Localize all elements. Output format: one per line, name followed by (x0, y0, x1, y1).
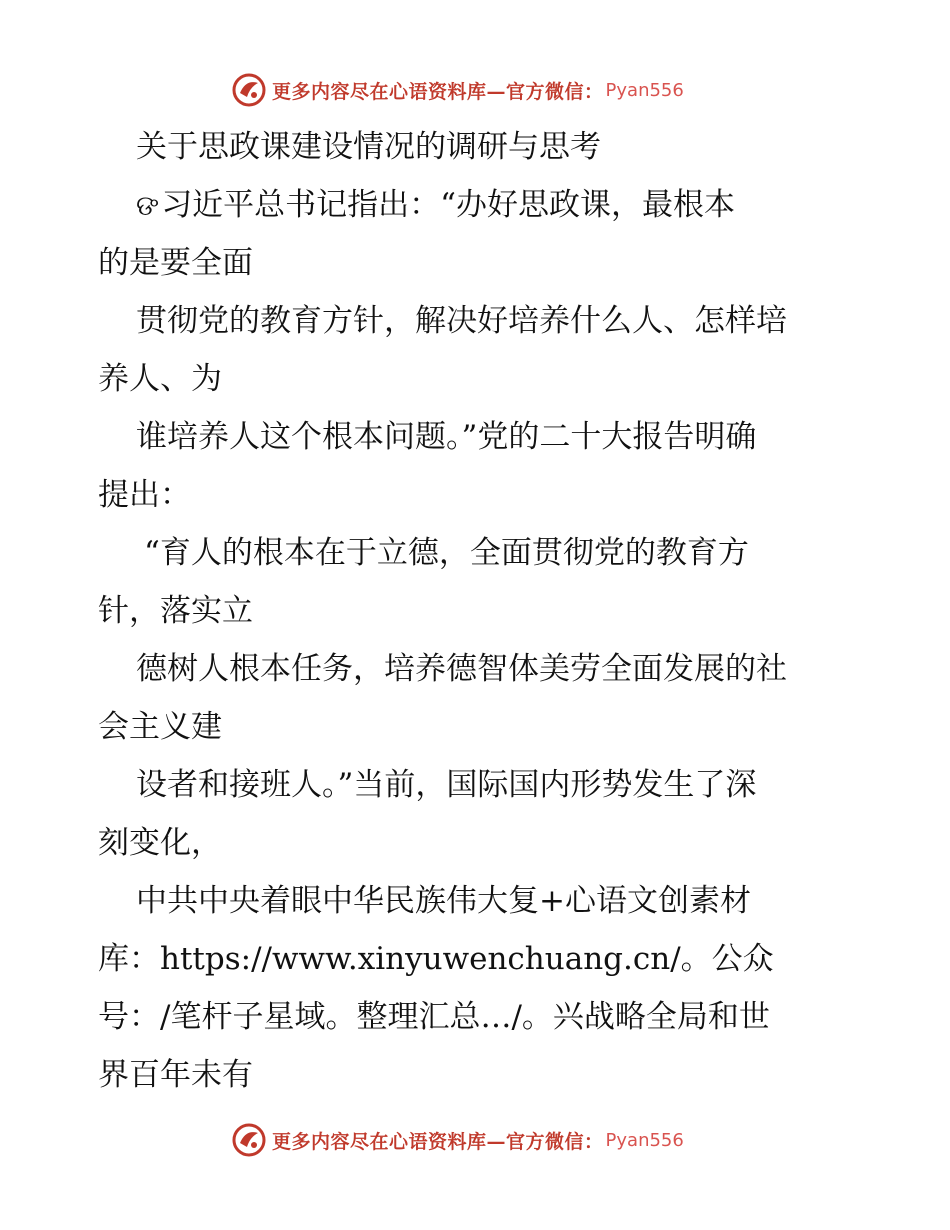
banner-wechat-label: 官方微信： (506, 1130, 604, 1153)
banner-wechat-id: Pyan556 (605, 1129, 684, 1151)
paragraph-line: 养人、为 (98, 361, 222, 397)
paragraph-line: 提出： (98, 477, 191, 513)
paragraph-line: 谁培养人这个根本问题。”党的二十大报告明确 (136, 419, 757, 455)
footer-banner (232, 1120, 684, 1160)
bullet-glyph: ଙ (136, 189, 160, 222)
banner-text: 更多内容尽在心语资料库— (272, 80, 507, 103)
brand-logo-icon (232, 73, 266, 107)
paragraph-line: 会主义建 (98, 709, 222, 745)
banner-text: 更多内容尽在心语资料库— (272, 1130, 507, 1153)
document-body (98, 118, 858, 1104)
paragraph-line: “育人的根本在于立德，全面贯彻党的教育方 (144, 535, 749, 571)
paragraph-line (98, 176, 858, 234)
header-banner (232, 70, 684, 110)
paragraph-line: 中共中央着眼中华民族伟大复+心语文创素材 (136, 883, 751, 919)
paragraph-line: 库：https://www.xinyuwenchuang.cn/。公众 (98, 941, 774, 977)
paragraph-line: 的是要全面 (98, 245, 253, 281)
paragraph-line: 针，落实立 (98, 593, 253, 629)
banner-wechat-id: Pyan556 (605, 79, 684, 101)
paragraph-line: 贯彻党的教育方针，解决好培养什么人、怎样培 (136, 303, 787, 339)
paragraph-line: 设者和接班人。”当前，国际国内形势发生了深 (136, 767, 757, 803)
banner-wechat-label: 官方微信： (506, 80, 604, 103)
paragraph-line: 号：/笔杆子星域。整理汇总…/。兴战略全局和世 (98, 999, 770, 1035)
paragraph-line-text: 习近平总书记指出：“办好思政课，最根本 (161, 187, 736, 223)
brand-logo-icon (232, 1123, 266, 1157)
document-title: 关于思政课建设情况的调研与思考 (136, 129, 601, 165)
paragraph-line: 界百年未有 (98, 1057, 253, 1093)
paragraph-line: 刻变化， (98, 825, 222, 861)
paragraph-line: 德树人根本任务，培养德智体美劳全面发展的社 (136, 651, 787, 687)
